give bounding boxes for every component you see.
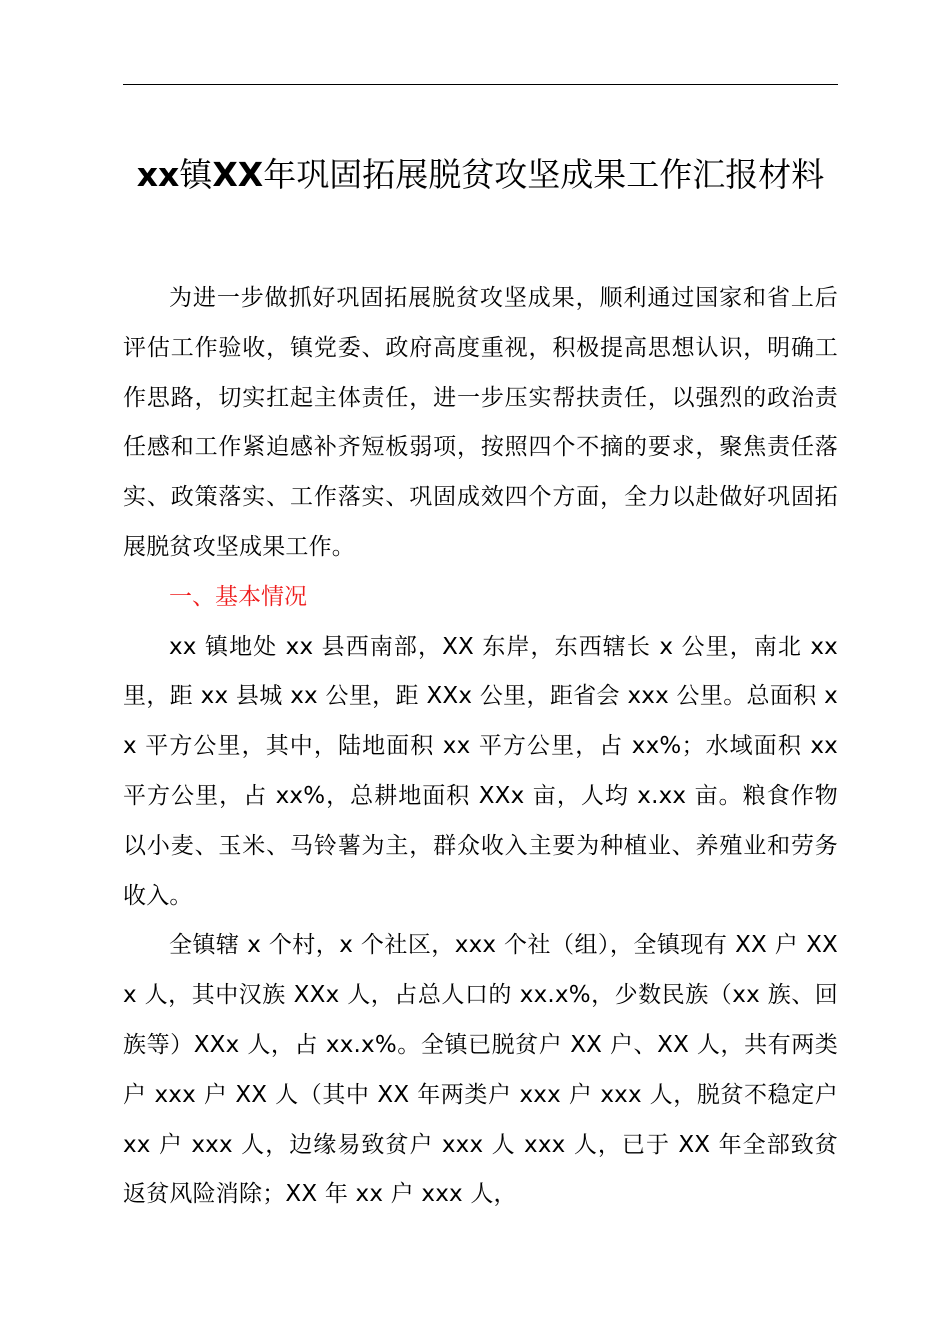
section-heading-basic-situation: 一、基本情况 [169, 583, 307, 610]
title-part-3: XX [212, 155, 264, 194]
document-title [123, 150, 838, 200]
basic-situation-paragraph-2: 全镇辖 x 个村，x 个社区，xxx 个社（组），全镇现有 XX 户 XXx 人，其中汉族 XXx 人，占总人口的 xx.x%，少数民族（xx 族、回族等）XXx 人，占 xx.x%。全镇已脱贫户 XX 户、XX 人，共有两类户 xxx 户 XX 人（其中 XX 年两类户 xxx 户 xxx 人，脱贫不稳定户 xx 户 xxx 人，边缘易致贫户 xxx 人 xxx 人，已于 XX 年全部致贫返贫风险消除；XX 年 xx 户 xxx 人， [123, 932, 838, 1208]
document-body [123, 274, 838, 1220]
title-part-2: 镇 [179, 155, 213, 194]
title-part-4: 年巩固拓展脱贫攻坚成果工作汇报材料 [263, 155, 825, 194]
title-part-1: xx [136, 155, 180, 194]
intro-paragraph: 为进一步做抓好巩固拓展脱贫攻坚成果，顺利通过国家和省上后评估工作验收，镇党委、政府高度重视，积极提高思想认识，明确工作思路，切实扛起主体责任，进一步压实帮扶责任，以强烈的政治责任感和工作紧迫感补齐短板弱项，按照四个不摘的要求，聚焦责任落实、政策落实、工作落实、巩固成效四个方面，全力以赴做好巩固拓展脱贫攻坚成果工作。 [123, 285, 838, 560]
header-rule [123, 84, 838, 85]
basic-situation-paragraph-1: xx 镇地处 xx 县西南部，XX 东岸，东西辖长 x 公里，南北 xx 里，距 xx 县城 xx 公里，距 XXx 公里，距省会 xxx 公里。总面积 xx 平方公里，其中，陆地面积 xx 平方公里，占 xx%；水域面积 xx 平方公里，占 xx%，总耕地面积 XXx 亩，人均 x.xx 亩。粮食作物以小麦、玉米、马铃薯为主，群众收入主要为种植业、养殖业和劳务收入。 [123, 633, 838, 909]
